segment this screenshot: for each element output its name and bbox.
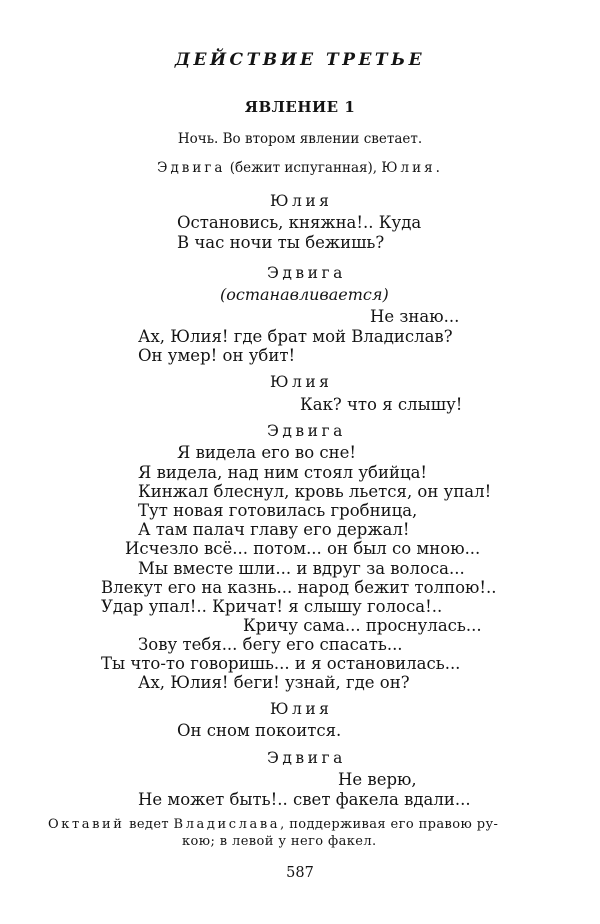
speaker-name: Юлия — [270, 192, 333, 210]
verse-line: Кинжал блеснул, кровь льется, он упал! — [138, 482, 492, 501]
setting-direction: Ночь. Во втором явлении светает. — [177, 131, 423, 147]
verse-line: Кричу сама... проснулась... — [243, 616, 482, 635]
speaker-name: Эдвига — [267, 422, 346, 440]
cast-list — [0, 162, 600, 176]
verse-line: Он сном покоится. — [177, 721, 342, 740]
speaker-name: Эдвига — [267, 264, 346, 282]
verse-line: Ах, Юлия! где брат мой Владислав? — [138, 327, 453, 346]
cast-note: (бежит испуганная), — [229, 160, 378, 176]
verse-line: Остановись, княжна!.. Куда — [177, 213, 422, 232]
verse-line: Влекут его на казнь... народ бежит толпою!.. — [101, 578, 497, 597]
verse-line: Не верю, — [338, 770, 417, 789]
speaker-name: Эдвига — [267, 749, 346, 767]
final-stage-direction-cont: кою; в левой у него факел. — [182, 834, 377, 849]
verse-line: Я видела, над ним стоял убийца! — [138, 463, 428, 482]
verse-line: Ты что-то говоришь... и я остановилась... — [101, 654, 461, 673]
verse-line: Не знаю... — [370, 307, 460, 326]
verse-line: Он умер! он убит! — [138, 346, 296, 365]
act-title: ДЕЙСТВИЕ ТРЕТЬЕ — [174, 50, 426, 70]
character-vladislav: Владислава — [173, 817, 281, 832]
verse-line: Удар упал!.. Кричат! я слышу голоса!.. — [101, 597, 443, 616]
verse-line: Мы вместе шли... и вдруг за волоса... — [138, 559, 465, 578]
verse-line: Не может быть!.. свет факела вдали... — [138, 790, 471, 809]
cast-name-yulia: Юлия. — [381, 160, 443, 176]
verse-line: Исчезло всё... потом... он был со мною... — [125, 539, 481, 558]
cast-name-edviga: Эдвига — [157, 160, 226, 176]
speaker-name: Юлия — [270, 373, 333, 391]
stage-text: , поддерживая его правою ру- — [280, 817, 499, 832]
verse-line: Ах, Юлия! беги! узнай, где он? — [138, 673, 410, 692]
speaker-name: Юлия — [270, 700, 333, 718]
verse-line: Зову тебя... бегу его спасать... — [138, 635, 403, 654]
verse-line: Как? что я слышу! — [300, 395, 463, 414]
verse-line: Тут новая готовилась гробница, — [138, 501, 418, 520]
stage-direction: (останавливается) — [220, 285, 389, 304]
scene-title: ЯВЛЕНИЕ 1 — [244, 98, 356, 116]
final-stage-direction — [48, 818, 498, 831]
character-octavius: Октавий — [48, 817, 125, 832]
verse-line: А там палач главу его держал! — [138, 520, 410, 539]
verse-line: В час ночи ты бежишь? — [177, 233, 385, 252]
stage-text: ведет — [124, 817, 174, 832]
page-number: 587 — [286, 865, 314, 881]
verse-line: Я видела его во сне! — [177, 443, 357, 462]
